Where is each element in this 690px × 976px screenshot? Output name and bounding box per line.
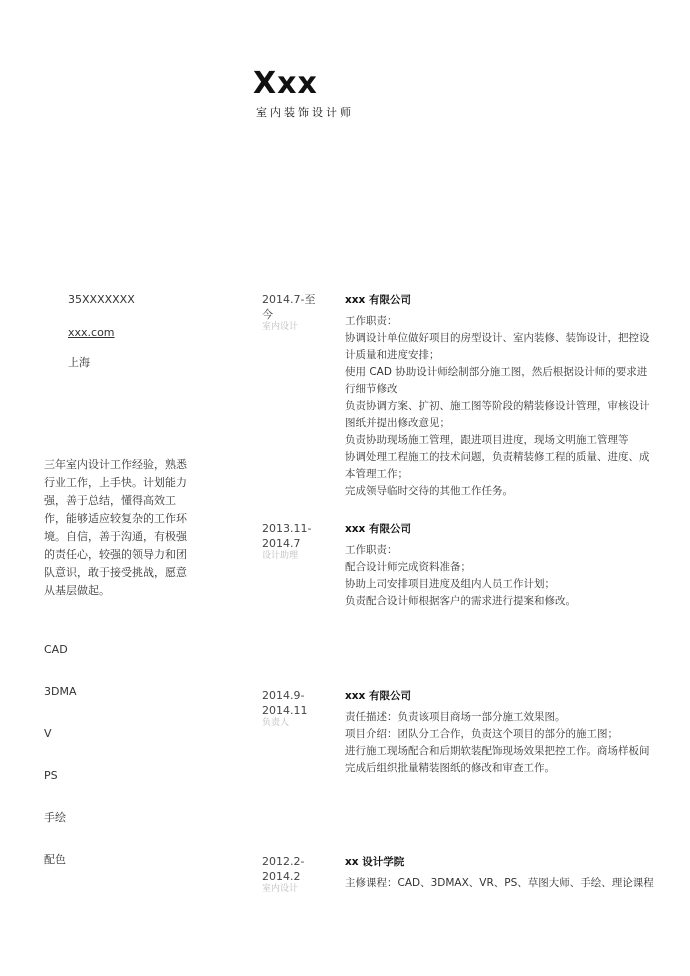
- entry-line: 负责协调方案、扩初、施工图等阶段的精装修设计管理，审核设计图纸并提出修改意见；: [345, 400, 650, 429]
- entry-line: 协调处理工程施工的技术问题，负责精装修工程的质量、进度、成本管理工作；: [345, 451, 650, 480]
- company-name: xxx 有限公司: [345, 690, 411, 702]
- date-subtitle: 负责人: [262, 718, 290, 728]
- entry-line: 负责配合设计师根据客户的需求进行提案和修改。: [345, 595, 576, 607]
- city: 上海: [68, 356, 90, 369]
- skill-item: 3DMA: [44, 685, 77, 698]
- date-subtitle: 室内设计: [262, 322, 299, 332]
- company-name: xxx 有限公司: [345, 523, 411, 535]
- experience-entry: [345, 292, 655, 500]
- school-name: xx 设计学院: [345, 856, 405, 868]
- entry-line: 负责协助现场施工管理，跟进项目进度，现场文明施工管理等: [345, 434, 629, 446]
- date-range: 2012.2-2014.2: [262, 855, 305, 883]
- entry-line: 进行施工现场配合和后期软装配饰现场效果把控工作。商场样板间完成后组织批量精装图纸的修改和审查工作。: [345, 745, 650, 774]
- skill-item: V: [44, 727, 52, 740]
- company-name: xxx 有限公司: [345, 294, 411, 306]
- entry-line: 使用 CAD 协助设计师绘制部分施工图，然后根据设计师的要求进行细节修改: [345, 366, 648, 395]
- skill-item: CAD: [44, 643, 68, 656]
- education-entry: [345, 854, 655, 888]
- date-range: 2014.7-至今: [262, 293, 316, 321]
- experience-date: [262, 521, 328, 561]
- date-range: 2013.11-2014.7: [262, 522, 312, 550]
- experience-date: [262, 292, 322, 332]
- entry-line: 配合设计师完成资料准备；: [345, 561, 471, 573]
- entry-line: 工作职责：: [345, 315, 398, 327]
- entry-line: 协助上司安排项目进度及组内人员工作计划；: [345, 578, 555, 590]
- date-subtitle: 设计助理: [262, 551, 299, 561]
- skill-item: 手绘: [44, 811, 66, 824]
- self-summary: 三年室内设计工作经验，熟悉行业工作，上手快。计划能力强，善于总结，懂得高效工作，能够适应较复杂的工作环境。自信，善于沟通，有极强的责任心，较强的领导力和团队意识，敢于接受挑战，愿意从基层做起。: [44, 458, 187, 597]
- experience-entry: [345, 521, 655, 610]
- entry-line: 项目介绍：团队分工合作，负责这个项目的部分的施工图；: [345, 728, 618, 740]
- resume-name: Xxx: [253, 66, 318, 101]
- job-title: 室内装饰设计师: [256, 106, 354, 119]
- experience-date: [262, 688, 328, 728]
- entry-line: 主修课程：CAD、3DMAX、VR、PS、草图大师、手绘、理论课程: [345, 877, 654, 889]
- entry-line: 协调设计单位做好项目的房型设计、室内装修、装饰设计，把控设计质量和进度安排；: [345, 332, 650, 361]
- entry-line: 责任描述：负责该项目商场一部分施工效果图。: [345, 711, 566, 723]
- entry-line: 完成领导临时交待的其他工作任务。: [345, 485, 513, 497]
- email-link[interactable]: xxx.com: [68, 326, 115, 339]
- date-subtitle: 室内设计: [262, 884, 299, 894]
- education-date: [262, 854, 328, 894]
- date-range: 2014.9-2014.11: [262, 689, 308, 717]
- phone-number: 35XXXXXXX: [68, 293, 135, 306]
- experience-entry: [345, 688, 655, 777]
- skill-item: PS: [44, 769, 58, 782]
- skill-item: 配色: [44, 853, 66, 866]
- entry-line: 工作职责：: [345, 544, 398, 556]
